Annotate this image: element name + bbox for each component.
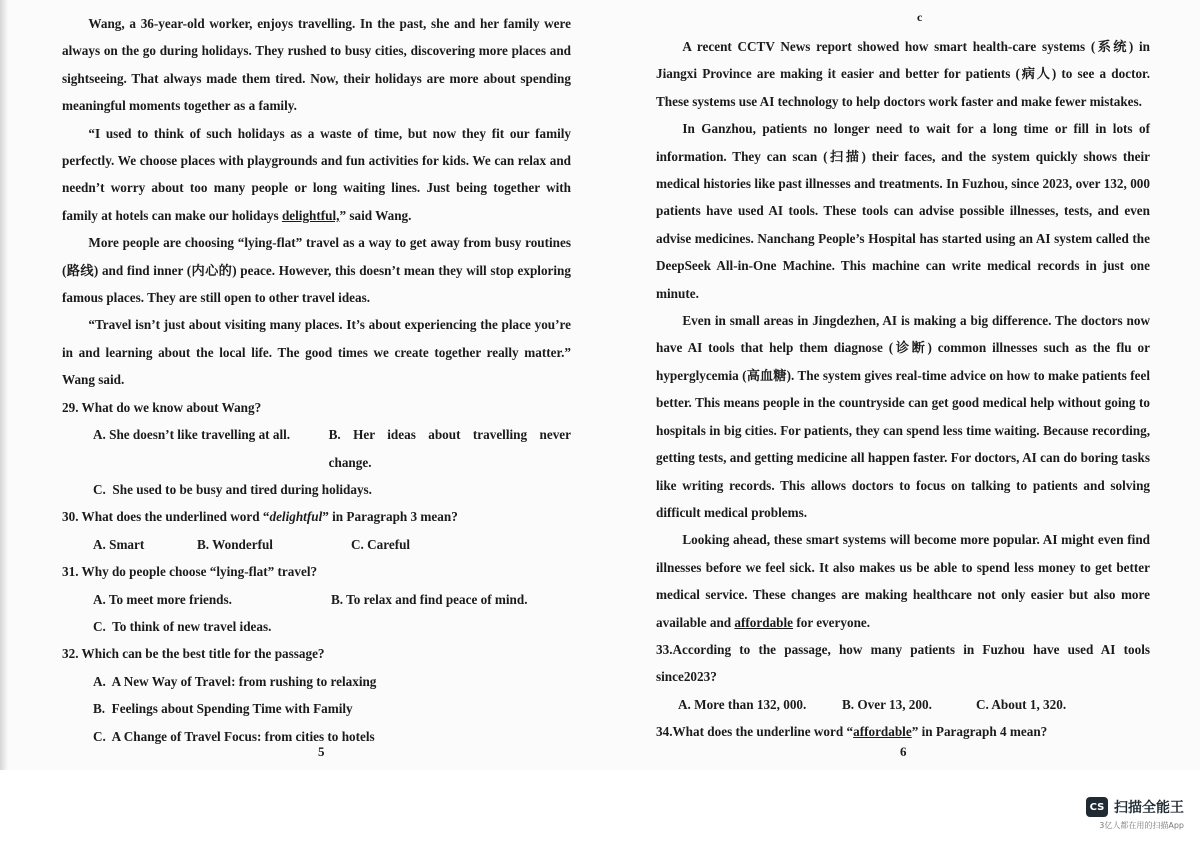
passage-b-paragraph-1: A recent CCTV News report showed how smart health-care systems (系统) in Jiangxi Province are making it easier and better for patients (病人) to see a doctor. These systems use AI technology to help doctors work faster and make fewer mistakes. (656, 39, 1150, 109)
option-33-b[interactable]: B. Over 13, 200. (842, 696, 932, 712)
question-34-word: affordable (853, 724, 912, 740)
option-31-c[interactable]: C. To think of new travel ideas. (93, 618, 272, 634)
paragraph-b4-end: for everyone. (793, 614, 871, 630)
passage-paragraph-4: “Travel isn’t just about visiting many places. It’s about experiencing the place you’re in and learning about the local life. The good times we create together really matter.” Wang said. (62, 317, 571, 388)
question-30-text: 30. What does the underlined word “ (62, 509, 270, 525)
question-30-word: delightful (269, 509, 323, 525)
underlined-word-delightful: delightful, (281, 207, 340, 223)
question-30-end: ” in Paragraph 3 mean? (322, 509, 458, 525)
camscanner-logo-icon: CS (1086, 797, 1108, 817)
scan-edge-shadow (0, 0, 8, 770)
question-31-options-ab (62, 586, 571, 613)
underlined-word-affordable: affordable (734, 614, 794, 630)
question-30 (62, 503, 571, 530)
passage-b-paragraph-4 (656, 526, 1150, 636)
question-30-options (62, 531, 571, 558)
camscanner-app-name: 扫描全能王 (1114, 800, 1184, 816)
left-column-page-5 (62, 10, 571, 750)
page-number-6: 6 (900, 744, 907, 759)
camscanner-tagline: 3亿人都在用的扫描App (1099, 821, 1184, 830)
option-30-c[interactable]: C. Careful (351, 536, 411, 552)
passage-b-paragraph-3: Even in small areas in Jingdezhen, AI is making a big difference. The doctors now have AI tools that help them diagnose (诊断) common illnesses such as the flu or hyperglycemia (高血糖). The system gives real-time advice on how to make patients feel better. This means people in the countryside can get good medical help without going to hospitals in big cities. For patients, they can spend less time waiting. Because recording, getting tests, and getting medicine all happen faster. For doctors, AI can do boring tasks like writing records. This allows doctors to focus on talking to patients and solving difficult medical problems. (656, 313, 1150, 520)
question-34 (656, 718, 1150, 745)
paragraph-b4-text: Looking ahead, these smart systems will become more popular. AI might even find illnesses before we feel sick. It also makes us be able to spend less money to get better medical service. These changes are making healthcare not only easier but also more available and (656, 532, 1150, 630)
question-29: 29. What do we know about Wang? (62, 399, 262, 415)
option-31-a[interactable]: A. To meet more friends. (93, 591, 232, 607)
passage-paragraph-2 (62, 120, 571, 230)
question-32: 32. Which can be the best title for the passage? (62, 646, 325, 662)
paragraph-2-end: ” said Wang. (339, 207, 412, 223)
option-29-b[interactable]: B. Her ideas about travelling never change. (328, 427, 571, 470)
option-32-a[interactable]: A. A New Way of Travel: from rushing to relaxing (93, 673, 377, 689)
option-32-c[interactable]: C. A Change of Travel Focus: from cities to hotels (93, 728, 375, 744)
page-top-mark: c (917, 10, 923, 24)
passage-paragraph-3: More people are choosing “lying-flat” travel as a way to get away from busy routines (路线) and find inner (内心的) peace. However, this doesn’t mean they will stop exploring famous places. They are still open to other travel ideas. (62, 235, 571, 306)
option-30-b[interactable]: B. Wonderful (197, 536, 273, 552)
option-29-c[interactable]: C. She used to be busy and tired during holidays. (93, 481, 372, 497)
paragraph-2-text: “I used to think of such holidays as a waste of time, but now they fit our family perfectly. We choose places with playgrounds and fun activities for kids. We can relax and needn’t worry about too many people or long waiting lines. Just being together with family at hotels can make our holidays (62, 125, 571, 223)
right-column-page-6 (656, 33, 1150, 746)
passage-b-paragraph-2: In Ganzhou, patients no longer need to wait for a long time or fill in lots of information. They can scan (扫描) their faces, and the system quickly shows their medical histories like past illnesses and treatments. In Fuzhou, since 2023, over 132, 000 patients have used AI tools. These tools can advise possible illnesses, tests, and even advise medicines. Nanchang People’s Hospital has started using an AI system called the DeepSeek All-in-One Machine. This machine can write medical records in just one minute. (656, 121, 1150, 301)
page-number-5: 5 (318, 744, 325, 759)
option-33-a[interactable]: A. More than 132, 000. (678, 696, 807, 712)
question-31: 31. Why do people choose “lying-flat” travel? (62, 564, 318, 580)
option-33-c[interactable]: C. About 1, 320. (976, 696, 1067, 712)
question-29-options-ab (62, 421, 571, 476)
question-33-options (656, 691, 1150, 718)
question-34-text: 34.What does the underline word “ (656, 724, 854, 740)
option-29-a[interactable]: A. She doesn’t like travelling at all. (93, 427, 291, 443)
option-31-b[interactable]: B. To relax and find peace of mind. (331, 591, 528, 607)
question-33: 33.According to the passage, how many patients in Fuzhou have used AI tools since2023? (656, 641, 1150, 685)
option-32-b[interactable]: B. Feelings about Spending Time with Family (93, 701, 353, 717)
passage-paragraph-1: Wang, a 36-year-old worker, enjoys travelling. In the past, she and her family were always on the go during holidays. They rushed to busy cities, discovering more places and sightseeing. That always made them tired. Now, their holidays are more about spending meaningful moments together as a family. (62, 16, 571, 114)
option-30-a[interactable]: A. Smart (93, 536, 145, 552)
camscanner-watermark (1086, 797, 1184, 831)
question-34-end: ” in Paragraph 4 mean? (911, 724, 1048, 740)
